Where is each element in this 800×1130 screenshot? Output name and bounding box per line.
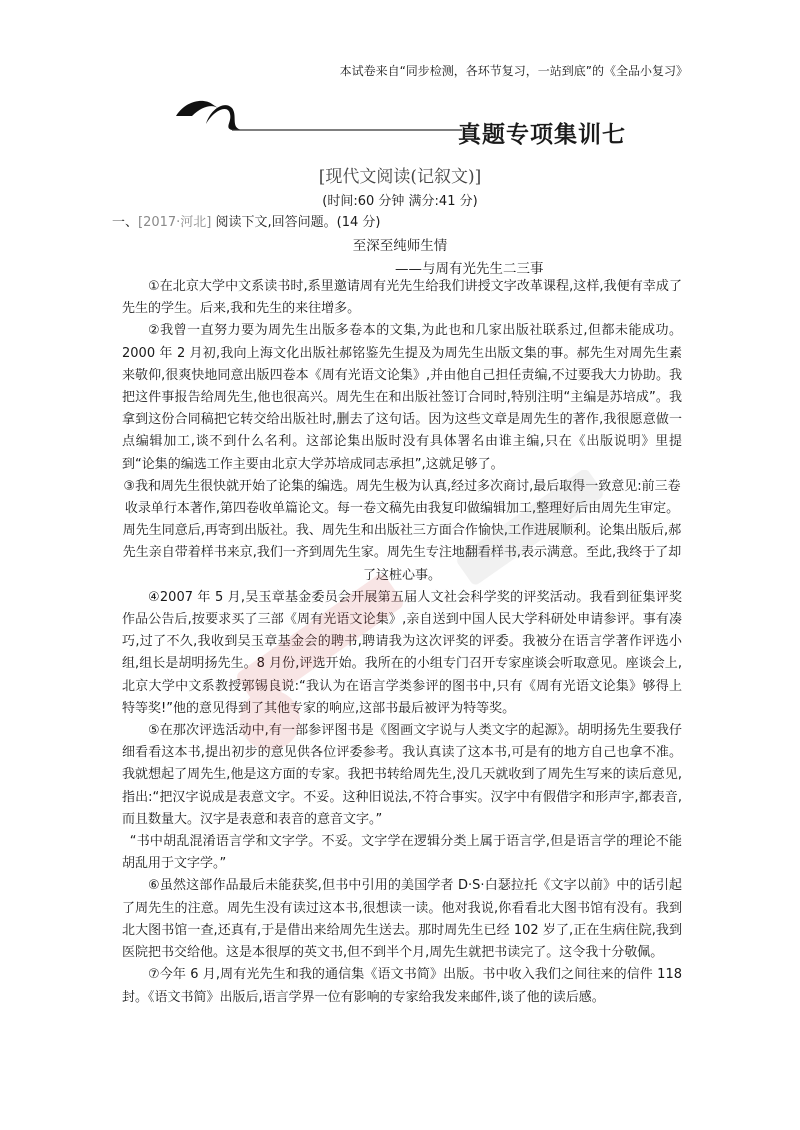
question-number: 一、 xyxy=(112,215,139,230)
page-subtitle: [现代文阅读(记叙文)] xyxy=(318,167,482,187)
paragraph-7: ⑦今年 6 月,周有光先生和我的通信集《语文书简》出版。书中收入我们之间往来的信件 118 封。《语文书简》出版后,语言学界一位有影响的专家给我发来邮件,谈了他的读后感。 xyxy=(122,967,682,1005)
section-title: 真题专项集训七 xyxy=(458,121,626,148)
paragraph-1: ①在北京大学中文系读书时,系里邀请周有光先生给我们讲授文字改革课程,这样,我便有幸成了先生的学生。后来,我和先生的来往增多。 xyxy=(122,279,682,317)
paragraph-2: ②我曾一直努力要为周先生出版多卷本的文集,为此也和几家出版社联系过,但都未能成功。2000 年 2 月初,我向上海文化出版社郝铭鉴先生提及为周先生出版文集的事。郝先生对周先生素来敬仰,很爽快地同意出版四卷本《周有光语文论集》,并由他自己担任责编,不过要我大力协助。我把这件事报告给周先生,他也很高兴。周先生在和出版社签订合同时,特别注明“主编是苏培成”。我拿到这份合同稿把它转交给出版社时,删去了这句话。因为这些文章是周先生的著作,我很愿意做一点编辑加工,谈不到什么名利。这部论集出版时没有具体署名由谁主编,只在《出版说明》里提到“论集的编选工作主要由北京大学苏培成同志承担”,这就足够了。 xyxy=(122,323,682,472)
paragraph-6: ⑥虽然这部作品最后未能获奖,但书中引用的美国学者 D·S·白瑟拉托《文字以前》中的话引起了周先生的注意。周先生没有读过这本书,很想读一读。他对我说,你看看北大图书馆有没有。我到北大图书馆一查,还真有,于是借出来给周先生送去。那时周先生已经 102 岁了,正在生病住院,我到医院把书交给他。这是本很厚的英文书,但不到半个月,周先生就把书读完了。这令我十分敬佩。 xyxy=(122,878,682,961)
question-source-tag: [2017·河北] xyxy=(138,215,212,230)
paragraph-5-quote: “书中胡乱混淆语言学和文字学。不妥。文字学在逻辑分类上属于语言学,但是语言学的理论不能胡乱用于文字学。” xyxy=(122,834,682,872)
question-instruction: 阅读下文,回答问题。(14 分) xyxy=(215,215,381,230)
article-body xyxy=(122,276,682,1009)
source-note: 本试卷来自“同步检测，各环节复习，一站到底”的《全品小复习》 xyxy=(339,64,688,78)
question-header xyxy=(112,211,380,230)
article-subtitle: ——与周有光先生二三事 xyxy=(395,261,544,277)
paragraph-4: ④2007 年 5 月,吴玉章基金委员会开展第五届人文社会科学奖的评奖活动。我看到征集评奖作品公告后,按要求买了三部《周有光语文论集》,亲自送到中国人民大学科研处申请参评。事有凑巧,过了不久,我收到吴玉章基金会的聘书,聘请我为这次评奖的评委。我被分在语言学著作评选小组,组长是胡明扬先生。8 月份,评选开始。我所在的小组专门召开专家座谈会听取意见。座谈会上,北京大学中文系教授郭锡良说:“我认为在语言学类参评的图书中,只有《周有光语文论集》够得上特等奖!”他的意见得到了其他专家的响应,这部书最后被评为特等奖。 xyxy=(122,589,682,716)
time-score-info: (时间:60 分钟 满分:41 分) xyxy=(322,194,478,209)
article-title: 至深至纯师生情 xyxy=(352,238,448,254)
paragraph-5: ⑤在那次评选活动中,有一部参评图书是《图画文字说与人类文字的起源》。胡明扬先生要我仔细看看这本书,提出初步的意见供各位评委参考。我认真读了这本书,可是有的地方自己也拿不准。我就想起了周先生,他是这方面的专家。我把书转给周先生,没几天就收到了周先生写来的读后意见,指出:“把汉字说成是表意文字。不妥。这种旧说法,不符合事实。汉字中有假借字和形声字,都表音,而且数量大。汉字是表意和表音的意音文字。” xyxy=(122,723,682,827)
header-brush-decoration xyxy=(172,94,462,138)
paragraph-3: ③我和周先生很快就开始了论集的编选。周先生极为认真,经过多次商讨,最后取得一致意见:前三卷收录单行本著作,第四卷收单篇论文。每一卷文稿先由我复印做编辑加工,整理好后由周先生审定。周先生同意后,再寄到出版社。我、周先生和出版社三方面合作愉快,工作进展顺利。论集出版后,郝先生亲自带着样书来京,我们一齐到周先生家。周先生专注地翻看样书,表示满意。至此,我终于了却了这桩心事。 xyxy=(122,478,682,583)
